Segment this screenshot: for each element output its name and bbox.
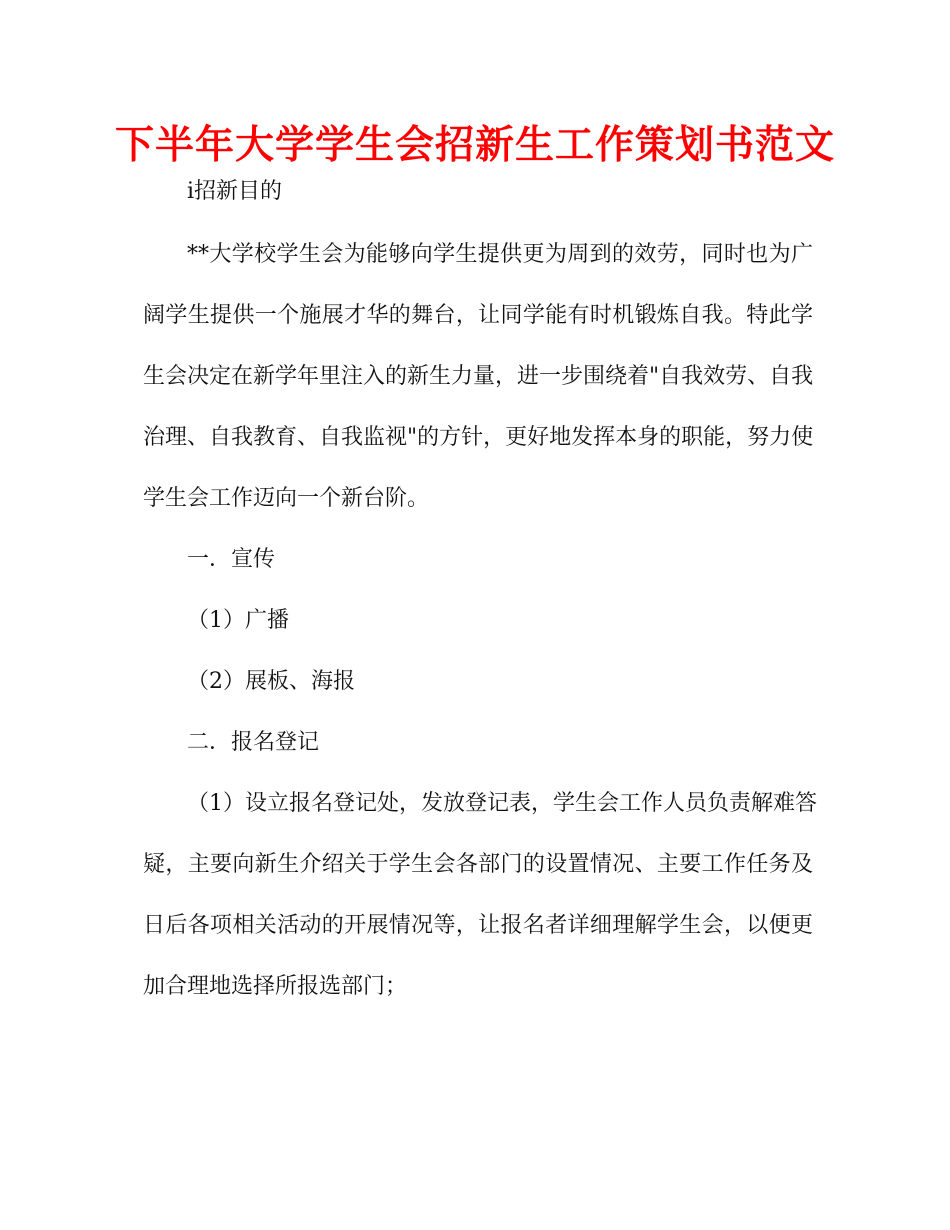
- paragraph-line: 加合理地选择所报选部门；: [143, 974, 408, 999]
- paragraph-line: 治理、自我教育、自我监视"的方针，更好地发挥本身的职能，努力使: [143, 425, 814, 450]
- paragraph-line: 生会决定在新学年里注入的新生力量，进一步围绕着"自我效劳、自我: [143, 364, 814, 389]
- section-heading-registration: 二．报名登记: [187, 730, 320, 755]
- section-heading-purpose: ⅰ招新目的: [187, 179, 283, 204]
- paragraph-line: 疑，主要向新生介绍关于学生会各部门的设置情况、主要工作任务及: [143, 852, 813, 877]
- document-title: 下半年大学学生会招新生工作策划书范文: [114, 123, 835, 168]
- paragraph-line: 阔学生提供一个施展才华的舞台，让同学能有时机锻炼自我。特此学: [143, 303, 813, 328]
- list-item: （2）展板、海报: [187, 669, 355, 694]
- section-heading-publicity: 一．宣传: [187, 547, 276, 572]
- paragraph-line: **大学校学生会为能够向学生提供更为周到的效劳，同时也为广: [187, 242, 813, 267]
- paragraph-line: 学生会工作迈向一个新台阶。: [143, 486, 430, 511]
- paragraph-line: 日后各项相关活动的开展情况等，让报名者详细理解学生会，以便更: [143, 913, 813, 938]
- list-item: （1）广播: [187, 608, 289, 633]
- paragraph-line: （1）设立报名登记处，发放登记表，学生会工作人员负责解难答: [187, 791, 817, 816]
